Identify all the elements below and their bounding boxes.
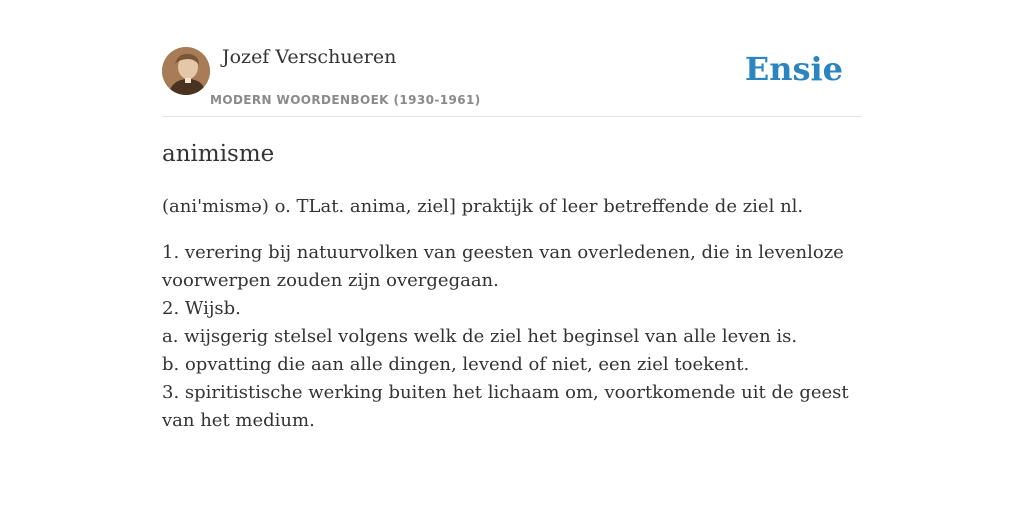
definition-item: b. opvatting die aan alle dingen, levend of niet, een ziel toekent. — [162, 354, 750, 375]
author-avatar[interactable] — [162, 47, 210, 95]
definition-item: 3. spiritistische werking buiten het lichaam om, voortkomende uit de geest van het medium. — [162, 382, 849, 431]
author-name[interactable]: Jozef Verschueren — [222, 46, 397, 68]
definition-item: 2. Wijsb. — [162, 298, 241, 319]
definition-item: a. wijsgerig stelsel volgens welk de ziel het beginsel van alle leven is. — [162, 326, 798, 347]
portrait-icon — [162, 47, 210, 95]
entry-content — [162, 138, 862, 435]
entry-etymology: (ani'mismə) o. TLat. anima, ziel] praktijk of leer betreffende de ziel nl. — [162, 196, 804, 217]
entry-term: animisme — [162, 141, 275, 167]
brand-logo[interactable]: Ensie — [744, 50, 843, 88]
source-dictionary[interactable]: MODERN WOORDENBOEK (1930-1961) — [210, 93, 481, 107]
definition-list — [162, 239, 862, 435]
header — [162, 40, 862, 117]
definition-item: 1. verering bij natuurvolken van geesten van overledenen, die in levenloze voorwerpen zouden zijn overgegaan. — [162, 242, 844, 291]
